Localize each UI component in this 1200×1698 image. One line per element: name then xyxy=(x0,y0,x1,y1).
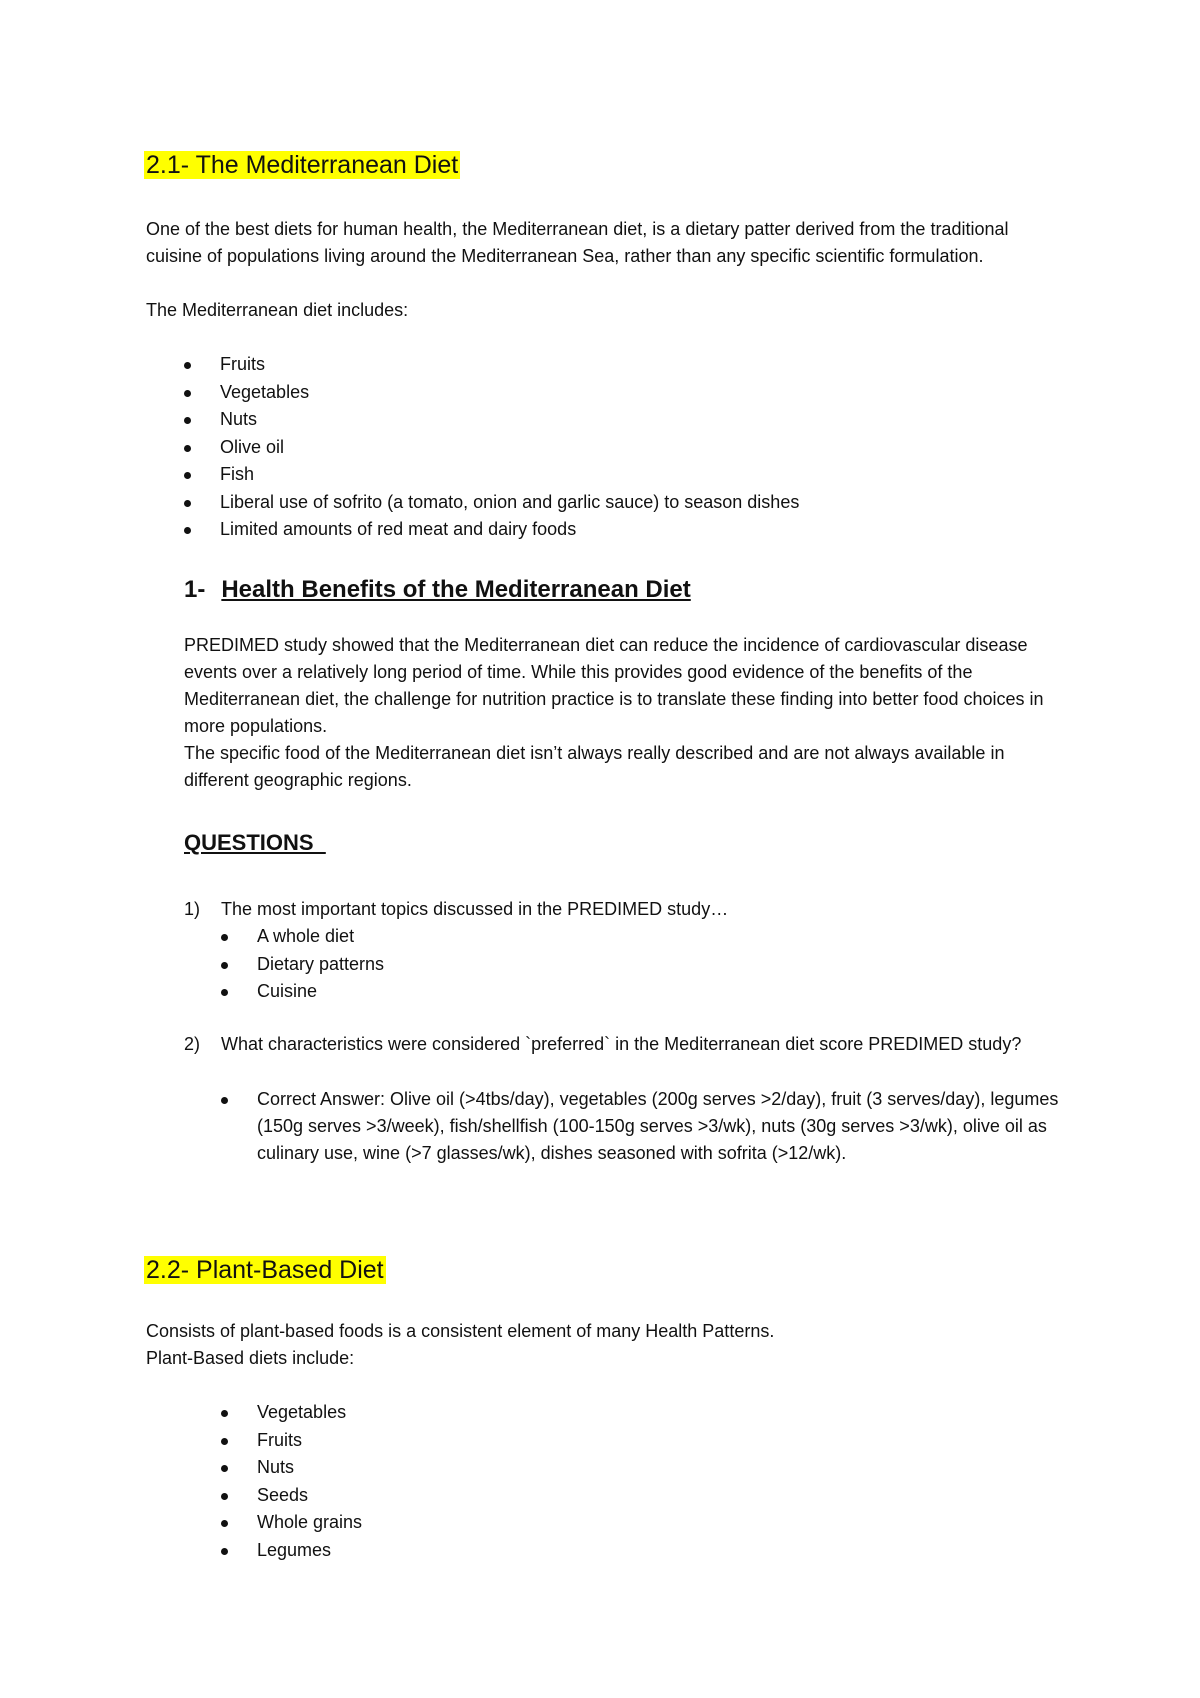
questions-title: QUESTIONS xyxy=(184,830,326,855)
question-text: What characteristics were considered `preferred` in the Mediterranean diet score PREDIMED study? xyxy=(221,1034,1022,1054)
bullet-icon xyxy=(221,1493,228,1500)
benefits-paragraph-2: The specific food of the Mediterranean diet isn’t always really described and are not always available in different geographic regions. xyxy=(184,743,1005,790)
list-item: Nuts xyxy=(184,406,799,434)
question-number: 1) xyxy=(184,899,201,919)
bullet-icon xyxy=(221,1548,228,1555)
question-2 xyxy=(184,1031,1064,1085)
bullet-icon xyxy=(184,500,191,507)
question-1-answers xyxy=(221,923,384,1006)
bullet-icon xyxy=(221,962,228,969)
list-item: Liberal use of sofrito (a tomato, onion and garlic sauce) to season dishes xyxy=(184,489,799,517)
section-2-title: 2.2- Plant-Based Diet xyxy=(146,1256,384,1284)
bullet-icon xyxy=(184,362,191,369)
health-benefits-heading xyxy=(184,574,691,606)
list-item: Seeds xyxy=(221,1482,362,1510)
bullet-icon xyxy=(221,1410,228,1417)
list-item: Vegetables xyxy=(184,379,799,407)
bullet-icon xyxy=(221,1520,228,1527)
bullet-icon xyxy=(221,1097,228,1104)
section-1-includes-label: The Mediterranean diet includes: xyxy=(146,300,409,320)
bullet-icon xyxy=(221,934,228,941)
bullet-icon xyxy=(221,1438,228,1445)
section-1-intro: One of the best diets for human health, the Mediterranean diet, is a dietary patter derived from the traditional cuisine of populations living around the Mediterranean Sea, rather than any specific scientific formulation. xyxy=(146,219,1009,266)
list-item: Fruits xyxy=(184,351,799,379)
benefits-paragraph-1: PREDIMED study showed that the Mediterranean diet can reduce the incidence of cardiovascular disease events over a relatively long period of time. While this provides good evidence of the benefits of the Mediterranean diet, the challenge for nutrition practice is to translate these finding into better food choices in more populations. xyxy=(184,635,1044,736)
list-item: Limited amounts of red meat and dairy foods xyxy=(184,516,799,544)
question-2-answer xyxy=(221,1086,1066,1167)
mediterranean-foods-list xyxy=(184,351,799,544)
heading-text: Health Benefits of the Mediterranean Diet xyxy=(221,576,691,603)
list-item: Nuts xyxy=(221,1454,362,1482)
question-1 xyxy=(184,896,1064,923)
plant-based-foods-list xyxy=(221,1399,362,1564)
list-item: Whole grains xyxy=(221,1509,362,1537)
bullet-icon xyxy=(221,1465,228,1472)
list-item: Legumes xyxy=(221,1537,362,1565)
bullet-icon xyxy=(184,390,191,397)
list-item: Vegetables xyxy=(221,1399,362,1427)
list-item: Olive oil xyxy=(184,434,799,462)
list-item: Fruits xyxy=(221,1427,362,1455)
bullet-icon xyxy=(184,472,191,479)
correct-answer-text: Correct Answer: Olive oil (>4tbs/day), vegetables (200g serves >2/day), fruit (3 serves/day), legumes (150g serves >3/week), fish/shellfish (100-150g serves >3/wk), nuts (30g serves >3/wk), olive oil as culinary use, wine (>7 glasses/wk), dishes seasoned with sofrita (>12/wk). xyxy=(257,1089,1059,1163)
list-item: Dietary patterns xyxy=(221,951,384,979)
bullet-icon xyxy=(221,989,228,996)
section-2-intro: Consists of plant-based foods is a consistent element of many Health Patterns. xyxy=(146,1321,775,1341)
question-number: 2) xyxy=(184,1034,201,1054)
question-text: The most important topics discussed in the PREDIMED study… xyxy=(221,899,729,919)
section-2-includes-label: Plant-Based diets include: xyxy=(146,1348,355,1368)
list-item: Cuisine xyxy=(221,978,384,1006)
heading-number: 1- xyxy=(184,576,206,603)
bullet-icon xyxy=(184,445,191,452)
list-item: Fish xyxy=(184,461,799,489)
section-1-title: 2.1- The Mediterranean Diet xyxy=(146,151,459,179)
bullet-icon xyxy=(184,417,191,424)
bullet-icon xyxy=(184,527,191,534)
list-item: A whole diet xyxy=(221,923,384,951)
